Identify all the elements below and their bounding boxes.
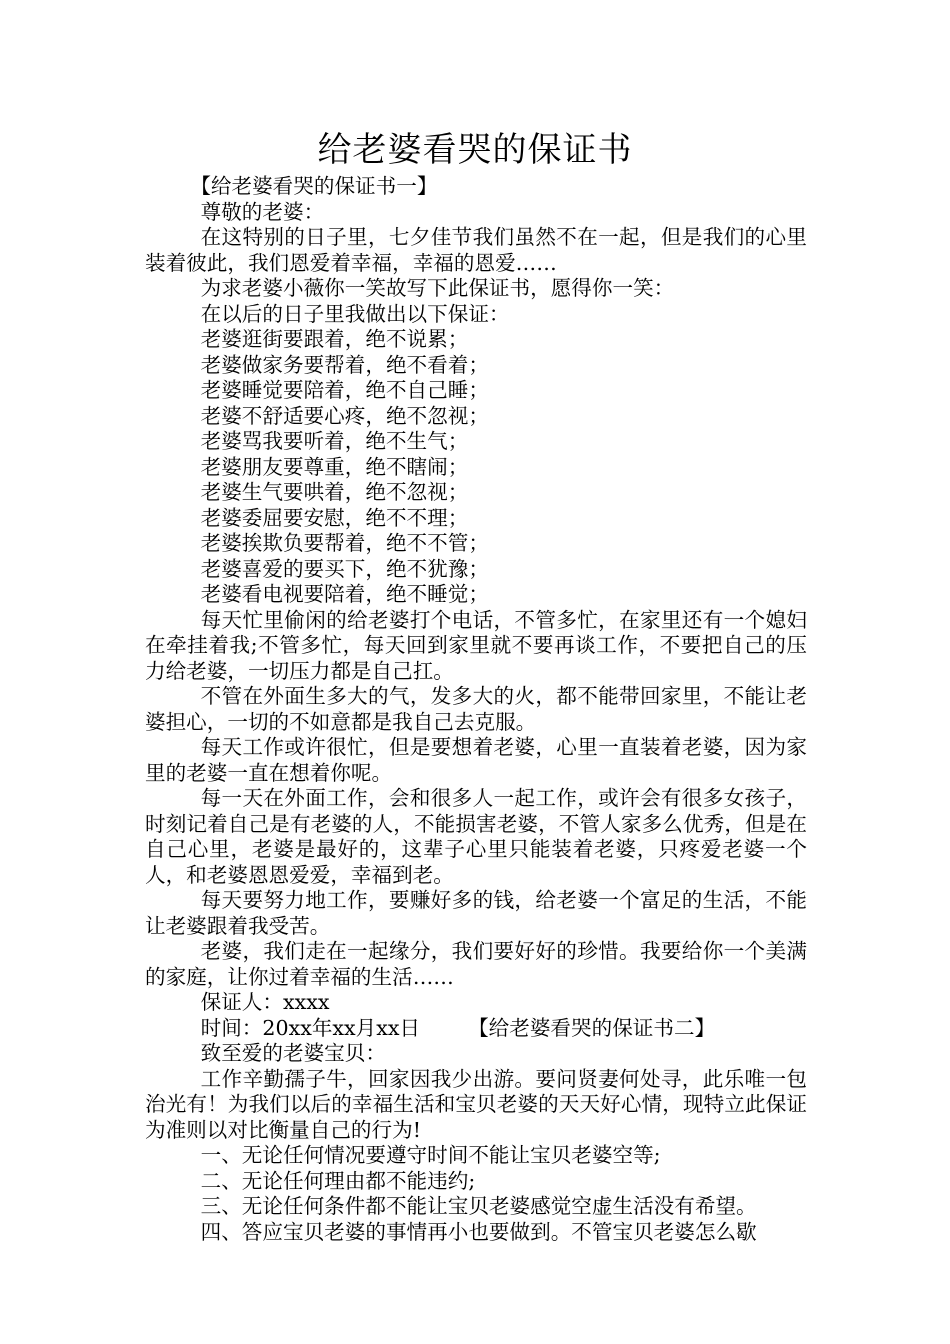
promise-line: 老婆生气要哄着，绝不忽视； <box>200 480 469 504</box>
paragraph: 为求老婆小薇你一笑故写下此保证书，愿得你一笑： <box>200 276 675 300</box>
paragraph: 老婆，我们走在一起缘分，我们要好好的珍惜。我要给你一个美满的家庭，让你过着幸福的生活…… <box>145 939 807 989</box>
promise-line: 老婆睡觉要陪着，绝不自己睡； <box>200 378 489 402</box>
document-title: 给老婆看哭的保证书 <box>317 130 633 170</box>
promise-line: 老婆委屈要安慰，绝不不理； <box>200 505 469 530</box>
promise-line: 老婆骂我要听着，绝不生气； <box>200 429 469 453</box>
document-body <box>145 174 807 1245</box>
section-2-heading: 【给老婆看哭的保证书二】 <box>468 1015 716 1040</box>
rule-line: 一、无论任何情况要遵守时间不能让宝贝老婆空等; <box>200 1143 661 1167</box>
paragraph: 工作辛勤孺子牛，回家因我少出游。要问贤妻何处寻，此乐唯一包治光有！为我们以后的幸福生活和宝贝老婆的天天好心情，现特立此保证为准则以对比衡量自己的行为! <box>145 1066 807 1142</box>
paragraph: 每天要努力地工作，要赚好多的钱，给老婆一个富足的生活，不能让老婆跟着我受苦。 <box>145 888 807 938</box>
paragraph: 每一天在外面工作，会和很多人一起工作，或许会有很多女孩子，时刻记着自己是有老婆的人，不能损害老婆，不管人家多么优秀，但是在自己心里，老婆是最好的，这辈子心里只能装着老婆，只疼爱老婆一个人，和老婆恩恩爱爱，幸福到老。 <box>145 786 807 887</box>
date-line: 时间：20xx年xx月xx日 <box>200 1015 421 1040</box>
section-1-salutation: 尊敬的老婆： <box>200 199 325 224</box>
promise-line: 老婆朋友要尊重，绝不瞎闹； <box>200 454 469 479</box>
date-and-section-2-heading-line <box>145 1016 807 1042</box>
rule-line: 三、无论任何条件都不能让宝贝老婆感觉空虚生活没有希望。 <box>200 1194 757 1218</box>
promise-line: 老婆挨欺负要帮着，绝不不管； <box>200 531 489 555</box>
section-2-salutation: 致至爱的老婆宝贝： <box>200 1041 386 1065</box>
promise-line: 老婆逛街要跟着，绝不说累； <box>200 327 469 351</box>
promise-line: 老婆不舒适要心疼，绝不忽视； <box>200 403 489 428</box>
promise-line: 老婆喜爱的要买下，绝不犹豫； <box>200 556 489 581</box>
rule-line: 四、答应宝贝老婆的事情再小也要做到。不管宝贝老婆怎么歇 <box>200 1219 757 1244</box>
signer-line: 保证人：xxxx <box>200 990 330 1014</box>
section-1-heading: 【给老婆看哭的保证书一】 <box>190 174 438 198</box>
paragraph: 在这特别的日子里，七夕佳节我们虽然不在一起，但是我们的心里装着彼此，我们恩爱着幸福，幸福的恩爱…… <box>145 225 807 275</box>
promise-line: 老婆做家务要帮着，绝不看着； <box>200 352 489 377</box>
promise-line: 老婆看电视要陪着，绝不睡觉； <box>200 582 489 606</box>
paragraph: 不管在外面生多大的气，发多大的火，都不能带回家里，不能让老婆担心，一切的不如意都是我自己去克服。 <box>145 684 807 734</box>
paragraph: 在以后的日子里我做出以下保证： <box>200 301 510 326</box>
rule-line: 二、无论任何理由都不能违约; <box>200 1168 476 1193</box>
paragraph: 每天工作或许很忙，但是要想着老婆，心里一直装着老婆，因为家里的老婆一直在想着你呢。 <box>145 735 807 785</box>
paragraph: 每天忙里偷闲的给老婆打个电话，不管多忙，在家里还有一个媳妇在牵挂着我;不管多忙，每天回到家里就不要再谈工作，不要把自己的压力给老婆，一切压力都是自己扛。 <box>145 607 807 683</box>
